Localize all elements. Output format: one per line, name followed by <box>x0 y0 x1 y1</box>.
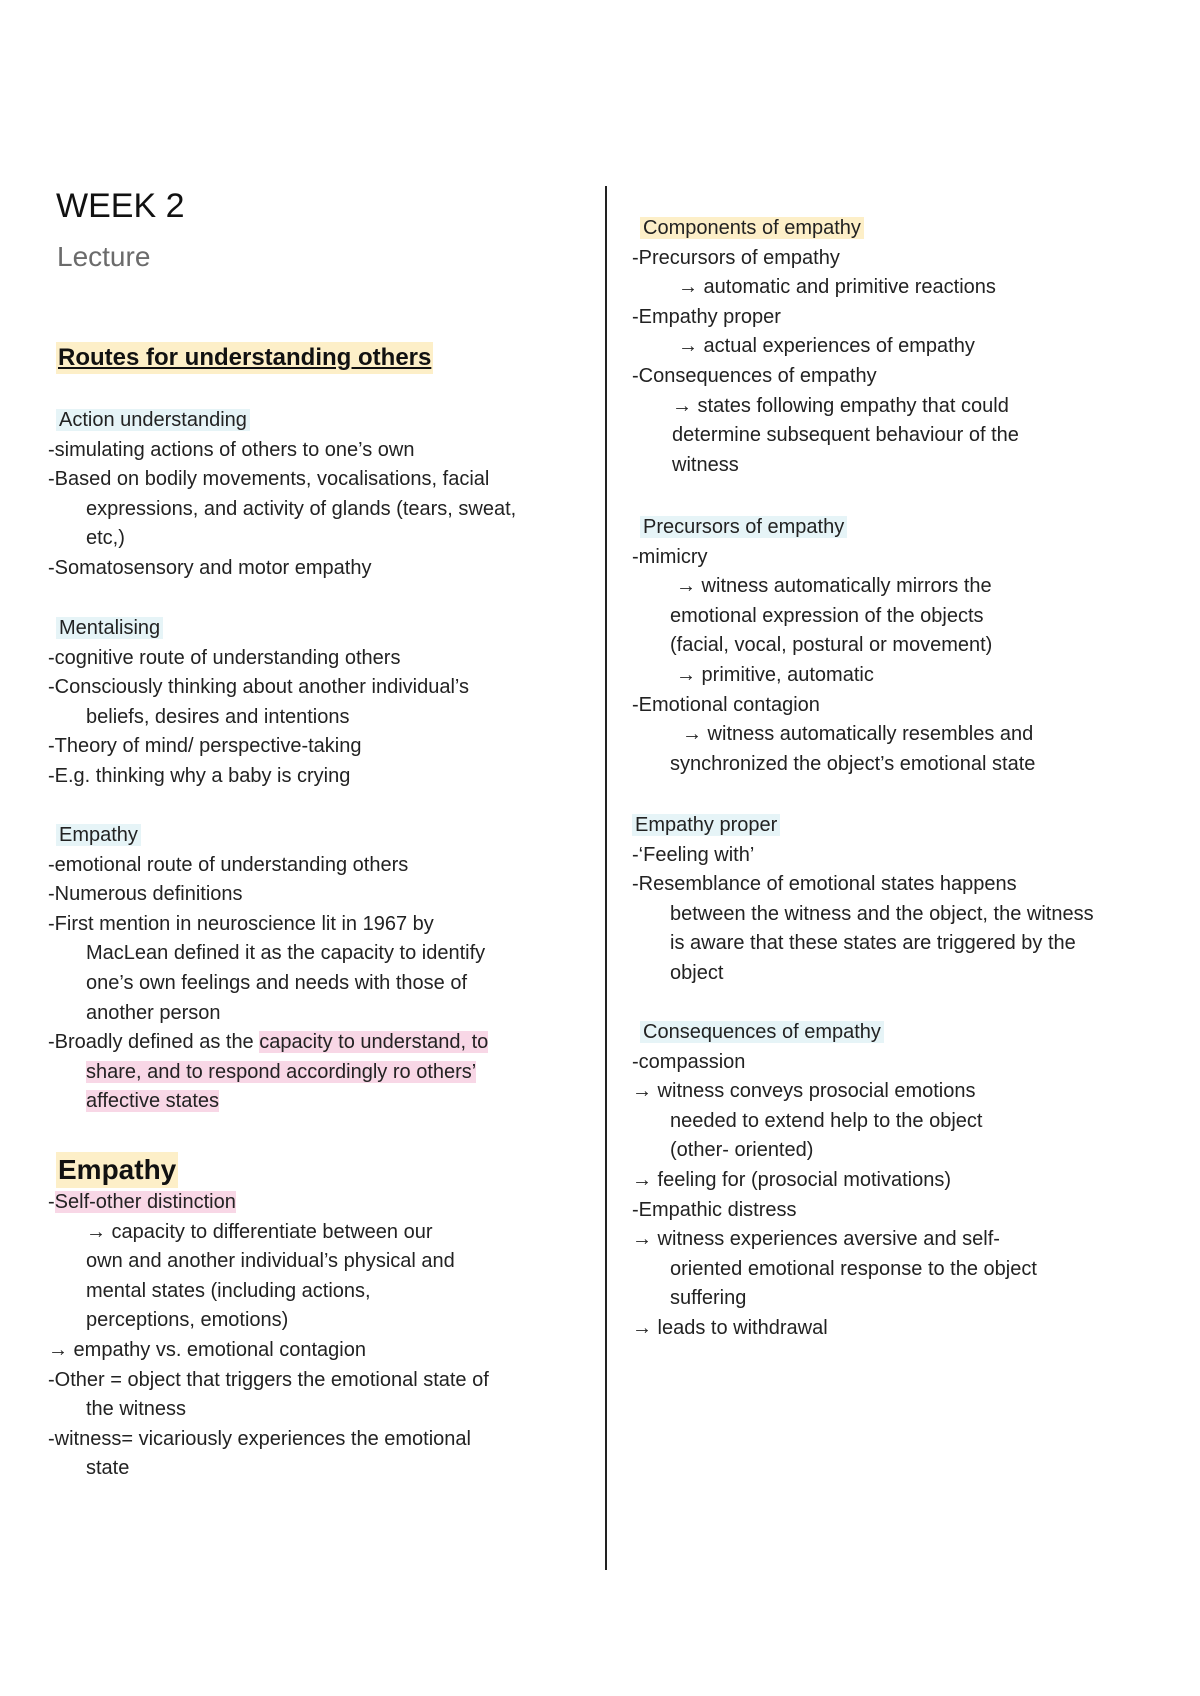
text-line-broadly-defined: -Broadly defined as the capacity to understand, to <box>48 1031 489 1054</box>
text-line: emotional expression of the objects <box>670 604 984 627</box>
text-line: -compassion <box>632 1050 746 1073</box>
text-line: -Precursors of empathy <box>632 246 840 269</box>
text-line: → witness automatically mirrors the <box>676 575 992 598</box>
text-line: -witness= vicariously experiences the emotional <box>48 1427 471 1450</box>
text-line: → empathy vs. emotional contagion <box>48 1338 366 1361</box>
text-line: -Consciously thinking about another individual’s <box>48 676 469 699</box>
mentalising-block <box>48 614 469 792</box>
text-line: → witness automatically resembles and <box>682 723 1034 746</box>
text-line: -Theory of mind/ perspective-taking <box>48 735 362 758</box>
text-line: -Emotional contagion <box>632 693 820 716</box>
text-line <box>48 1058 488 1088</box>
text-line: → witness experiences aversive and self- <box>632 1228 1000 1251</box>
text-line: the witness <box>86 1398 187 1421</box>
section-title-empathy: Empathy <box>56 1152 178 1188</box>
subheading-mentalising: Mentalising <box>48 614 469 644</box>
text-line: is aware that these states are triggered by the <box>670 932 1076 955</box>
highlight-definition: capacity to understand, to <box>259 1031 489 1054</box>
text-line: → leads to withdrawal <box>632 1316 828 1339</box>
text-line: one’s own feelings and needs with those of <box>86 971 468 994</box>
text-line: -Other = object that triggers the emotional state of <box>48 1368 489 1391</box>
text-line: (facial, vocal, postural or movement) <box>670 634 993 657</box>
text-line: → primitive, automatic <box>676 663 874 686</box>
text-line: between the witness and the object, the witness <box>670 902 1094 925</box>
column-divider <box>605 186 607 1570</box>
section-title-routes: Routes for understanding others <box>56 342 433 374</box>
text-line: -Resemblance of emotional states happens <box>632 873 1017 896</box>
subheading-empathy-proper: Empathy proper <box>632 811 1094 841</box>
text-line: object <box>670 961 724 984</box>
empathy-proper-block <box>632 811 1094 989</box>
text-line: → witness conveys prosocial emotions <box>632 1080 976 1103</box>
text-line: oriented emotional response to the object <box>670 1257 1037 1280</box>
text-line: suffering <box>670 1287 747 1310</box>
subheading-empathy: Empathy <box>48 821 488 851</box>
text-line: synchronized the object’s emotional state <box>670 752 1036 775</box>
text-line: → states following empathy that could <box>672 394 1009 417</box>
page-title: WEEK 2 <box>56 187 185 225</box>
text-line: -simulating actions of others to one’s own <box>48 438 415 461</box>
page-subtitle: Lecture <box>57 241 151 272</box>
text-line: -Based on bodily movements, vocalisations, facial <box>48 468 490 491</box>
text-line: MacLean defined it as the capacity to identify <box>86 942 486 965</box>
text-line: -Empathic distress <box>632 1198 797 1221</box>
text-line-self-other: -Self-other distinction <box>48 1191 236 1213</box>
text-line: state <box>86 1457 130 1480</box>
text-line: -emotional route of understanding others <box>48 853 409 876</box>
text-line: -Somatosensory and motor empathy <box>48 556 372 579</box>
text-line: -mimicry <box>632 545 708 568</box>
text-line: -‘Feeling with’ <box>632 843 755 866</box>
text-line: -E.g. thinking why a baby is crying <box>48 764 351 787</box>
subheading-precursors: Precursors of empathy <box>632 513 1035 543</box>
self-other-block <box>48 1188 489 1484</box>
text-line <box>48 1087 488 1117</box>
text-line: -Empathy proper <box>632 305 781 328</box>
text-line: → feeling for (prosocial motivations) <box>632 1168 952 1191</box>
subheading-components: Components of empathy <box>632 214 1019 244</box>
text-line: another person <box>86 1001 221 1024</box>
empathy-route-block <box>48 821 488 1117</box>
highlight-self-other: Self-other distinction <box>54 1191 236 1213</box>
text-line: (other- oriented) <box>670 1139 814 1162</box>
text-line: own and another individual’s physical and <box>86 1250 455 1273</box>
highlight-definition: share, and to respond accordingly ro others’ <box>86 1060 477 1083</box>
subheading-action-understanding: Action understanding <box>48 406 516 436</box>
text-line: mental states (including actions, <box>86 1279 371 1302</box>
text-line: perceptions, emotions) <box>86 1309 289 1332</box>
text-line: -cognitive route of understanding others <box>48 646 401 669</box>
text-line: → capacity to differentiate between our <box>86 1220 433 1243</box>
text-line: etc,) <box>86 527 125 550</box>
text-line: -Numerous definitions <box>48 883 243 906</box>
text-line: -First mention in neuroscience lit in 1967 by <box>48 912 434 935</box>
text-line: → automatic and primitive reactions <box>678 276 996 299</box>
text-line: needed to extend help to the object <box>670 1109 983 1132</box>
components-block <box>632 214 1019 480</box>
action-understanding-block <box>48 406 516 584</box>
text-line: -Consequences of empathy <box>632 364 877 387</box>
highlight-definition: affective states <box>86 1090 220 1113</box>
consequences-block <box>632 1018 1037 1344</box>
text-line: → actual experiences of empathy <box>678 335 975 358</box>
text-line: expressions, and activity of glands (tears, sweat, <box>86 497 517 520</box>
subheading-consequences: Consequences of empathy <box>632 1018 1037 1048</box>
text-line: beliefs, desires and intentions <box>86 705 350 728</box>
text-line: determine subsequent behaviour of the <box>672 424 1019 447</box>
text-line: witness <box>672 453 739 476</box>
precursors-block <box>632 513 1035 779</box>
